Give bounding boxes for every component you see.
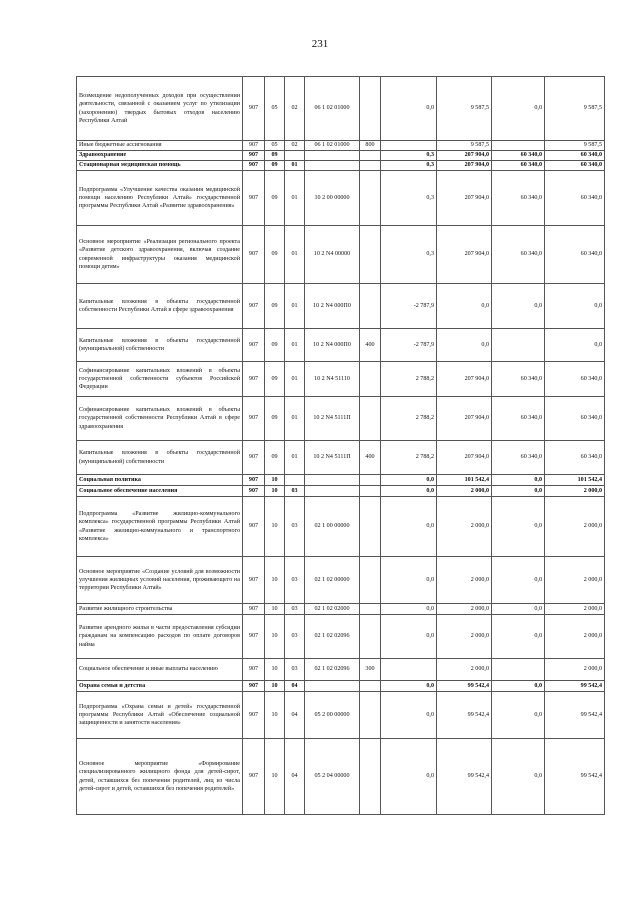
- row-name-cell: Подпрограмма «Улучшение качества оказания медицинской помощи населению Республики Алтай» государственной программы Республики Алтай «Развитие здравоохранения»: [77, 171, 243, 226]
- amount-federal-cell: 0,0: [492, 604, 545, 615]
- amount-federal-cell: [492, 141, 545, 151]
- subsection-code-cell: 03: [285, 615, 305, 659]
- amount-federal-cell: 0,0: [492, 284, 545, 329]
- section-code-cell: 05: [265, 141, 285, 151]
- subsection-code-cell: 01: [285, 284, 305, 329]
- subsection-code-cell: 03: [285, 486, 305, 497]
- budget-table: [76, 76, 605, 815]
- amount-federal-total-cell: 60 340,0: [545, 362, 605, 397]
- table-row: [77, 441, 605, 475]
- target-article-code-cell: 02 1 02 02096: [305, 659, 360, 681]
- amount-change-cell: 0,0: [381, 475, 437, 486]
- amount-federal-cell: 0,0: [492, 557, 545, 604]
- row-name-cell: Софинансирование капитальных вложений в объекты государственной собственности Республики Алтай в сфере здравоохранения: [77, 397, 243, 441]
- row-name-cell: Основное мероприятие «Реализация регионального проекта «Развитие детского здравоохранения, включая создание современной инфраструктуры оказания медицинской помощи детям»: [77, 226, 243, 284]
- expense-type-code-cell: [360, 284, 381, 329]
- amount-federal-cell: 60 340,0: [492, 362, 545, 397]
- target-article-code-cell: [305, 151, 360, 161]
- expense-type-code-cell: [360, 486, 381, 497]
- admin-code-cell: 907: [243, 486, 265, 497]
- amount-total-cell: 0,0: [437, 329, 492, 362]
- amount-change-cell: 0,3: [381, 226, 437, 284]
- amount-total-cell: 2 000,0: [437, 659, 492, 681]
- expense-type-code-cell: [360, 615, 381, 659]
- amount-total-cell: 9 587,5: [437, 141, 492, 151]
- amount-total-cell: 207 904,0: [437, 362, 492, 397]
- amount-change-cell: 0,0: [381, 604, 437, 615]
- section-code-cell: 09: [265, 362, 285, 397]
- amount-change-cell: 0,3: [381, 151, 437, 161]
- subsection-code-cell: 04: [285, 692, 305, 739]
- table-row: [77, 739, 605, 815]
- section-code-cell: 10: [265, 486, 285, 497]
- amount-federal-total-cell: 9 587,5: [545, 141, 605, 151]
- amount-federal-total-cell: 99 542,4: [545, 739, 605, 815]
- table-row: [77, 284, 605, 329]
- amount-change-cell: 0,0: [381, 557, 437, 604]
- amount-federal-total-cell: 9 587,5: [545, 77, 605, 141]
- admin-code-cell: 907: [243, 362, 265, 397]
- target-article-code-cell: 02 1 02 00000: [305, 557, 360, 604]
- section-code-cell: 10: [265, 681, 285, 692]
- amount-federal-total-cell: 2 000,0: [545, 615, 605, 659]
- amount-federal-total-cell: 60 340,0: [545, 441, 605, 475]
- subsection-code-cell: 04: [285, 739, 305, 815]
- subsection-code-cell: 01: [285, 171, 305, 226]
- section-code-cell: 10: [265, 692, 285, 739]
- row-name-cell: Развитие жилищного строительства: [77, 604, 243, 615]
- amount-change-cell: 0,0: [381, 681, 437, 692]
- amount-federal-cell: 0,0: [492, 497, 545, 557]
- amount-federal-cell: 0,0: [492, 692, 545, 739]
- amount-federal-cell: 60 340,0: [492, 397, 545, 441]
- row-name-cell: Развитие арендного жилья в части предоставления субсидии гражданам на компенсацию расходов по оплате договоров найма: [77, 615, 243, 659]
- expense-type-code-cell: [360, 226, 381, 284]
- admin-code-cell: 907: [243, 604, 265, 615]
- table-row: [77, 497, 605, 557]
- row-name-cell: Капитальные вложения в объекты государственной (муниципальной) собственности: [77, 441, 243, 475]
- section-code-cell: 10: [265, 615, 285, 659]
- row-name-cell: Капитальные вложения в объекты государственной собственности Республики Алтай в сфере здравоохранения: [77, 284, 243, 329]
- target-article-code-cell: 10 2 N4 00000: [305, 226, 360, 284]
- amount-federal-cell: 0,0: [492, 739, 545, 815]
- expense-type-code-cell: [360, 681, 381, 692]
- section-code-cell: 05: [265, 77, 285, 141]
- expense-type-code-cell: [360, 692, 381, 739]
- amount-total-cell: 207 904,0: [437, 226, 492, 284]
- target-article-code-cell: 10 2 N4 000П0: [305, 329, 360, 362]
- admin-code-cell: 907: [243, 497, 265, 557]
- table-row: [77, 604, 605, 615]
- table-row: [77, 171, 605, 226]
- subsection-code-cell: 03: [285, 659, 305, 681]
- admin-code-cell: 907: [243, 615, 265, 659]
- target-article-code-cell: 06 1 02 01000: [305, 77, 360, 141]
- target-article-code-cell: 10 2 N4 5111П: [305, 441, 360, 475]
- subsection-code-cell: 03: [285, 497, 305, 557]
- amount-federal-total-cell: 60 340,0: [545, 171, 605, 226]
- expense-type-code-cell: [360, 497, 381, 557]
- amount-federal-cell: 60 340,0: [492, 171, 545, 226]
- section-code-cell: 09: [265, 397, 285, 441]
- table-row: [77, 615, 605, 659]
- page-number: 231: [311, 38, 329, 50]
- amount-total-cell: 0,0: [437, 284, 492, 329]
- amount-total-cell: 99 542,4: [437, 681, 492, 692]
- target-article-code-cell: 02 1 00 00000: [305, 497, 360, 557]
- expense-type-code-cell: [360, 475, 381, 486]
- row-name-cell: Стационарная медицинская помощь: [77, 161, 243, 171]
- table-row: [77, 486, 605, 497]
- admin-code-cell: 907: [243, 659, 265, 681]
- budget-table-body: [77, 77, 605, 815]
- admin-code-cell: 907: [243, 171, 265, 226]
- row-name-cell: Основное мероприятие «Создание условий для возможности улучшения жилищных условий населения, проживающего на территории Республики Алтай»: [77, 557, 243, 604]
- section-code-cell: 10: [265, 475, 285, 486]
- admin-code-cell: 907: [243, 557, 265, 604]
- expense-type-code-cell: 300: [360, 659, 381, 681]
- table-row: [77, 692, 605, 739]
- amount-federal-cell: 0,0: [492, 77, 545, 141]
- amount-change-cell: [381, 141, 437, 151]
- table-row: [77, 659, 605, 681]
- expense-type-code-cell: [360, 161, 381, 171]
- amount-change-cell: 0,0: [381, 615, 437, 659]
- admin-code-cell: 907: [243, 441, 265, 475]
- admin-code-cell: 907: [243, 692, 265, 739]
- admin-code-cell: 907: [243, 329, 265, 362]
- amount-total-cell: 2 000,0: [437, 604, 492, 615]
- target-article-code-cell: 05 2 00 00000: [305, 692, 360, 739]
- expense-type-code-cell: 400: [360, 329, 381, 362]
- amount-change-cell: 2 788,2: [381, 362, 437, 397]
- expense-type-code-cell: [360, 739, 381, 815]
- admin-code-cell: 907: [243, 77, 265, 141]
- amount-change-cell: 2 788,2: [381, 397, 437, 441]
- amount-federal-cell: 60 340,0: [492, 151, 545, 161]
- amount-federal-cell: 60 340,0: [492, 161, 545, 171]
- amount-federal-total-cell: 60 340,0: [545, 226, 605, 284]
- subsection-code-cell: 01: [285, 226, 305, 284]
- target-article-code-cell: 05 2 04 00000: [305, 739, 360, 815]
- amount-total-cell: 2 000,0: [437, 557, 492, 604]
- expense-type-code-cell: [360, 557, 381, 604]
- target-article-code-cell: [305, 475, 360, 486]
- table-row: [77, 161, 605, 171]
- section-code-cell: 09: [265, 284, 285, 329]
- subsection-code-cell: 02: [285, 77, 305, 141]
- amount-federal-total-cell: 2 000,0: [545, 486, 605, 497]
- row-name-cell: Охрана семьи и детства: [77, 681, 243, 692]
- expense-type-code-cell: 400: [360, 441, 381, 475]
- expense-type-code-cell: [360, 77, 381, 141]
- amount-change-cell: 0,0: [381, 692, 437, 739]
- table-row: [77, 151, 605, 161]
- amount-change-cell: -2 787,9: [381, 284, 437, 329]
- admin-code-cell: 907: [243, 739, 265, 815]
- amount-federal-total-cell: 99 542,4: [545, 681, 605, 692]
- row-name-cell: Социальное обеспечение населения: [77, 486, 243, 497]
- row-name-cell: Подпрограмма «Развитие жилищно-коммунального комплекса» государственной программы Республики Алтай «Развитие жилищно-коммунального и транспортного комплекса»: [77, 497, 243, 557]
- section-code-cell: 09: [265, 151, 285, 161]
- row-name-cell: Иные бюджетные ассигнования: [77, 141, 243, 151]
- admin-code-cell: 907: [243, 397, 265, 441]
- target-article-code-cell: 10 2 00 00000: [305, 171, 360, 226]
- amount-federal-total-cell: 2 000,0: [545, 557, 605, 604]
- amount-change-cell: 2 788,2: [381, 441, 437, 475]
- amount-total-cell: 207 904,0: [437, 171, 492, 226]
- target-article-code-cell: 10 2 N4 51110: [305, 362, 360, 397]
- subsection-code-cell: 01: [285, 397, 305, 441]
- admin-code-cell: 907: [243, 151, 265, 161]
- amount-federal-total-cell: 0,0: [545, 329, 605, 362]
- subsection-code-cell: 02: [285, 141, 305, 151]
- amount-total-cell: 207 904,0: [437, 161, 492, 171]
- amount-federal-total-cell: 60 340,0: [545, 151, 605, 161]
- expense-type-code-cell: [360, 604, 381, 615]
- row-name-cell: Софинансирование капитальных вложений в объекты государственной собственности субъектов Российской Федерации: [77, 362, 243, 397]
- amount-federal-cell: 0,0: [492, 615, 545, 659]
- amount-total-cell: 9 587,5: [437, 77, 492, 141]
- row-name-cell: Социальное обеспечение и иные выплаты населению: [77, 659, 243, 681]
- table-row: [77, 475, 605, 486]
- amount-federal-cell: 60 340,0: [492, 441, 545, 475]
- section-code-cell: 10: [265, 739, 285, 815]
- table-row: [77, 77, 605, 141]
- amount-change-cell: -2 787,9: [381, 329, 437, 362]
- amount-federal-total-cell: 99 542,4: [545, 692, 605, 739]
- amount-total-cell: 2 000,0: [437, 615, 492, 659]
- subsection-code-cell: 01: [285, 362, 305, 397]
- amount-total-cell: 207 904,0: [437, 397, 492, 441]
- section-code-cell: 10: [265, 604, 285, 615]
- table-row: [77, 681, 605, 692]
- table-row: [77, 226, 605, 284]
- row-name-cell: Капитальные вложения в объекты государственной (муниципальной) собственности: [77, 329, 243, 362]
- subsection-code-cell: 03: [285, 604, 305, 615]
- amount-total-cell: 99 542,4: [437, 692, 492, 739]
- amount-federal-cell: [492, 329, 545, 362]
- expense-type-code-cell: 800: [360, 141, 381, 151]
- target-article-code-cell: 02 1 02 02000: [305, 604, 360, 615]
- target-article-code-cell: 10 2 N4 5111П: [305, 397, 360, 441]
- admin-code-cell: 907: [243, 226, 265, 284]
- section-code-cell: 09: [265, 329, 285, 362]
- amount-federal-cell: 0,0: [492, 475, 545, 486]
- table-row: [77, 397, 605, 441]
- subsection-code-cell: 01: [285, 441, 305, 475]
- subsection-code-cell: 01: [285, 161, 305, 171]
- amount-change-cell: [381, 659, 437, 681]
- admin-code-cell: 907: [243, 284, 265, 329]
- row-name-cell: Основное мероприятие «Формирование специализированного жилищного фонда для детей-сирот, детей, оставшихся без попечения родителей, лиц из числа детей-сирот и детей, оставшихся без попечения родителей»: [77, 739, 243, 815]
- amount-federal-total-cell: 101 542,4: [545, 475, 605, 486]
- expense-type-code-cell: [360, 151, 381, 161]
- expense-type-code-cell: [360, 397, 381, 441]
- section-code-cell: 09: [265, 441, 285, 475]
- table-row: [77, 329, 605, 362]
- amount-federal-total-cell: 2 000,0: [545, 604, 605, 615]
- admin-code-cell: 907: [243, 475, 265, 486]
- amount-federal-cell: 0,0: [492, 486, 545, 497]
- amount-total-cell: 2 000,0: [437, 486, 492, 497]
- target-article-code-cell: [305, 161, 360, 171]
- amount-total-cell: 2 000,0: [437, 497, 492, 557]
- table-row: [77, 141, 605, 151]
- amount-change-cell: 0,0: [381, 486, 437, 497]
- section-code-cell: 10: [265, 497, 285, 557]
- subsection-code-cell: 03: [285, 557, 305, 604]
- amount-federal-cell: [492, 659, 545, 681]
- section-code-cell: 10: [265, 557, 285, 604]
- section-code-cell: 09: [265, 161, 285, 171]
- amount-federal-total-cell: 60 340,0: [545, 397, 605, 441]
- section-code-cell: 09: [265, 171, 285, 226]
- table-row: [77, 362, 605, 397]
- row-name-cell: Возмещение недополученных доходов при осуществлении деятельности, связанной с оказанием услуг по утилизации (захоронению) твердых бытовых отходов населению Республики Алтай: [77, 77, 243, 141]
- target-article-code-cell: [305, 681, 360, 692]
- amount-change-cell: 0,3: [381, 171, 437, 226]
- amount-total-cell: 101 542,4: [437, 475, 492, 486]
- amount-total-cell: 207 904,0: [437, 441, 492, 475]
- amount-federal-cell: 60 340,0: [492, 226, 545, 284]
- table-row: [77, 557, 605, 604]
- expense-type-code-cell: [360, 171, 381, 226]
- expense-type-code-cell: [360, 362, 381, 397]
- admin-code-cell: 907: [243, 681, 265, 692]
- row-name-cell: Социальная политика: [77, 475, 243, 486]
- subsection-code-cell: 01: [285, 329, 305, 362]
- subsection-code-cell: [285, 475, 305, 486]
- amount-federal-cell: 0,0: [492, 681, 545, 692]
- amount-total-cell: 99 542,4: [437, 739, 492, 815]
- admin-code-cell: 907: [243, 141, 265, 151]
- section-code-cell: 10: [265, 659, 285, 681]
- row-name-cell: Здравоохранение: [77, 151, 243, 161]
- amount-federal-total-cell: 2 000,0: [545, 497, 605, 557]
- target-article-code-cell: 06 1 02 01000: [305, 141, 360, 151]
- section-code-cell: 09: [265, 226, 285, 284]
- amount-change-cell: 0,0: [381, 739, 437, 815]
- amount-federal-total-cell: 60 340,0: [545, 161, 605, 171]
- amount-change-cell: 0,0: [381, 497, 437, 557]
- row-name-cell: Подпрограмма «Охрана семьи и детей» государственной программы Республики Алтай «Обеспечение социальной защищенности и занятости населения»: [77, 692, 243, 739]
- target-article-code-cell: [305, 486, 360, 497]
- amount-total-cell: 207 904,0: [437, 151, 492, 161]
- amount-federal-total-cell: 2 000,0: [545, 659, 605, 681]
- subsection-code-cell: 04: [285, 681, 305, 692]
- target-article-code-cell: 10 2 N4 000П0: [305, 284, 360, 329]
- amount-change-cell: 0,0: [381, 77, 437, 141]
- amount-federal-total-cell: 0,0: [545, 284, 605, 329]
- subsection-code-cell: [285, 151, 305, 161]
- admin-code-cell: 907: [243, 161, 265, 171]
- amount-change-cell: 0,3: [381, 161, 437, 171]
- target-article-code-cell: 02 1 02 02096: [305, 615, 360, 659]
